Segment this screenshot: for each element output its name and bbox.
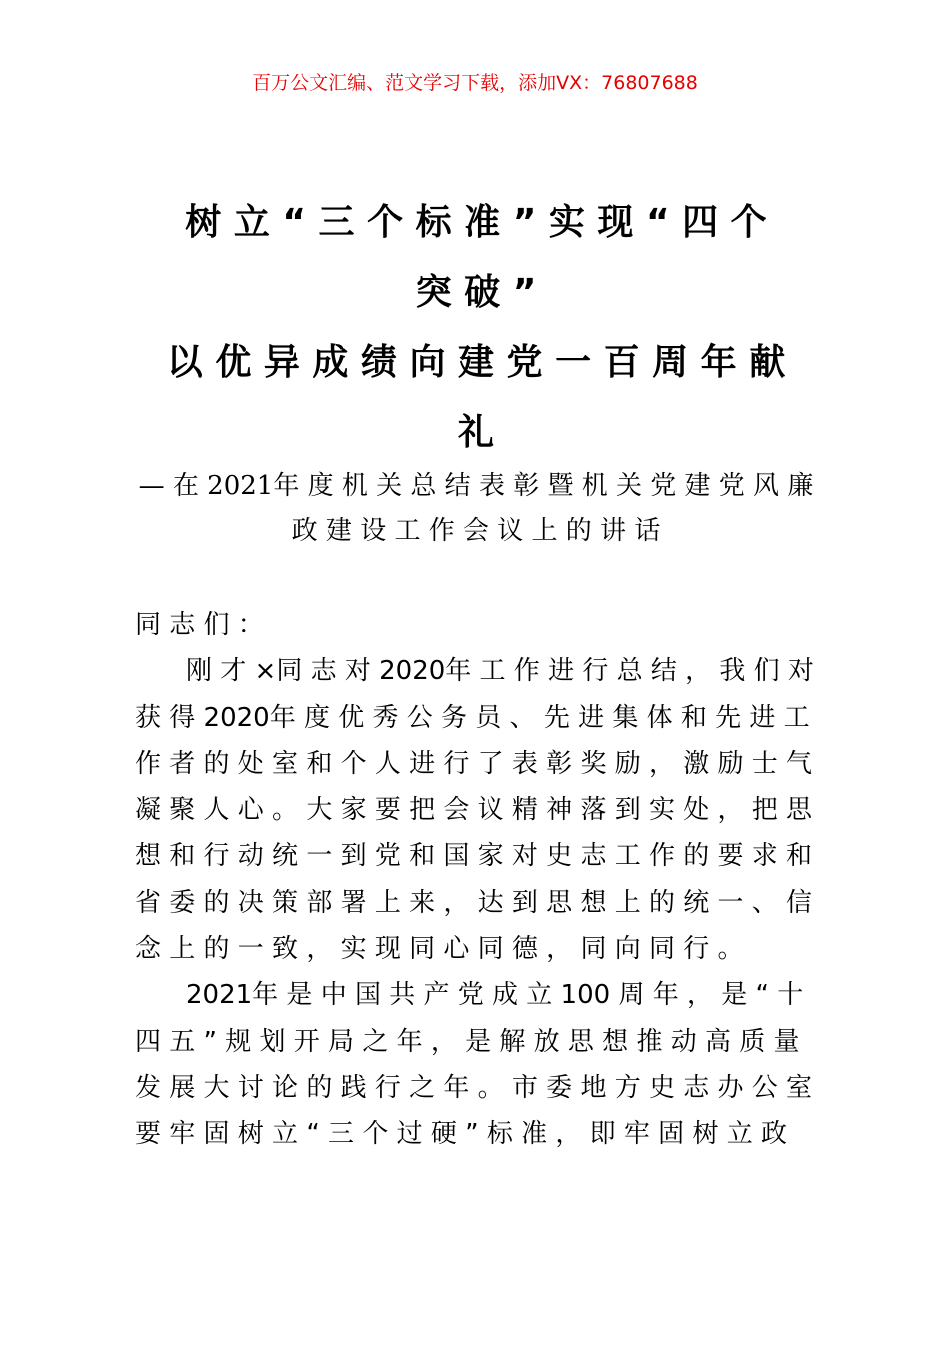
paragraph-1-line-1: 刚 才 ×同 志 对 2020年 工 作 进 行 总 结 ， 我 们 对	[186, 656, 814, 686]
paragraph-1-line-4: 凝 聚 人 心 。 大 家 要 把 会 议 精 神 落 到 实 处 ， 把 思	[135, 795, 813, 825]
paragraph-1-line-2: 获 得 2020年 度 优 秀 公 务 员 、 先 进 集 体 和 先 进 工	[135, 703, 810, 733]
title-line-4: 礼	[457, 412, 494, 453]
paragraph-2-line-3: 发 展 大 讨 论 的 践 行 之 年 。 市 委 地 方 史 志 办 公 室	[135, 1073, 813, 1103]
download-notice-header: 百万公文汇编、范文学习下载，添加VX：76807688	[252, 72, 698, 94]
title-line-1: 树 立 “ 三 个 标 准 ” 实 现 “ 四 个	[185, 202, 767, 243]
subtitle-line-2: 政 建 设 工 作 会 议 上 的 讲 话	[291, 516, 661, 546]
paragraph-2-line-2: 四 五 ” 规 划 开 局 之 年 ， 是 解 放 思 想 推 动 高 质 量	[135, 1027, 800, 1057]
subtitle-line-1: — 在 2021年 度 机 关 总 结 表 彰 暨 机 关 党 建 党 风 廉	[138, 471, 814, 501]
paragraph-1-line-3: 作 者 的 处 室 和 个 人 进 行 了 表 彰 奖 励 ， 激 励 士 气	[135, 749, 813, 779]
paragraph-2-line-1: 2021年 是 中 国 共 产 党 成 立 100 周 年 ， 是 “ 十	[186, 980, 804, 1010]
paragraph-1-line-5: 想 和 行 动 统 一 到 党 和 国 家 对 史 志 工 作 的 要 求 和	[135, 841, 813, 871]
paragraph-1-line-7: 念 上 的 一 致 ， 实 现 同 心 同 德 ， 同 向 同 行 。	[135, 934, 744, 964]
title-line-2: 突 破 ”	[415, 272, 537, 313]
paragraph-1-line-6: 省 委 的 决 策 部 署 上 来 ， 达 到 思 想 上 的 统 一 、 信	[135, 888, 813, 918]
salutation: 同 志 们 ：	[135, 610, 264, 640]
title-line-3: 以 优 异 成 绩 向 建 党 一 百 周 年 献	[166, 342, 786, 383]
paragraph-2-line-4: 要 牢 固 树 立 “ 三 个 过 硬 ” 标 准 ， 即 牢 固 树 立 政	[135, 1119, 787, 1149]
